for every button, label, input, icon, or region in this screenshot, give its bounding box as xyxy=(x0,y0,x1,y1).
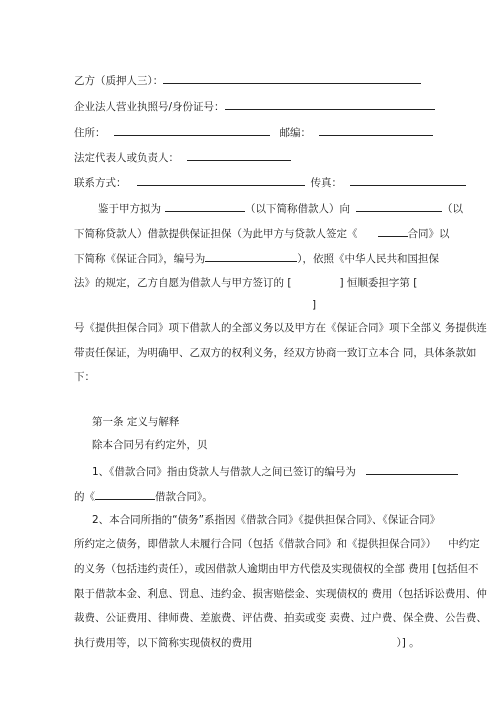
license-id-blank[interactable] xyxy=(225,98,435,110)
party-b-blank[interactable] xyxy=(163,72,421,84)
guarantee-no-blank[interactable] xyxy=(205,250,297,262)
postcode-blank[interactable] xyxy=(319,124,433,136)
loan-contract-name-blank[interactable] xyxy=(95,488,155,500)
guarantor-blank[interactable] xyxy=(165,200,245,212)
preamble-text: （以下简称借款人）向 xyxy=(245,203,350,215)
item-2-line-6 xyxy=(74,636,420,650)
item-2-line-1 xyxy=(92,513,440,527)
item-2-line-5 xyxy=(74,611,487,625)
legal-rep-blank[interactable] xyxy=(187,149,291,161)
license-id-label: 企业法人营业执照号/身份证号： xyxy=(74,101,225,113)
item-text: 借款合同》。 xyxy=(155,491,213,503)
preamble-text: 合同》以 xyxy=(407,228,450,240)
postcode-label: 邮编： xyxy=(279,127,311,139)
item-2-line-4 xyxy=(74,587,487,601)
item-text: 1、《借款合同》指由贷款人与借款人之间已签订的编号为 xyxy=(92,466,356,478)
preamble-text: 下简称《保证合同》，编号为 xyxy=(74,253,206,265)
item-text: 2、本合同所指的“债务”系指因《借款合同》《提供担保合同》、《保证合同》 xyxy=(92,514,441,526)
party-b-label: 乙方（质押人三）： xyxy=(74,75,164,87)
preamble-line-6 xyxy=(74,321,487,335)
legal-rep-label: 法定代表人或负责人： xyxy=(74,152,179,164)
contact-blank[interactable] xyxy=(137,174,305,186)
item-text: 执行费用等，以下简称实现债权的费用 xyxy=(74,637,253,649)
item-1-line-2 xyxy=(74,488,213,504)
item-text: 的义务（包括违约责任），或因借款人逾期由甲方代偿及实现债权的全部 费用 [包括但不 xyxy=(74,563,479,575)
preamble-line-8 xyxy=(74,370,95,384)
preamble-text: ] xyxy=(312,299,317,311)
preamble-line-4 xyxy=(74,276,417,290)
loan-contract-no-blank[interactable] xyxy=(366,463,458,475)
contract-name-blank[interactable] xyxy=(378,225,408,237)
article-1-title xyxy=(92,415,179,429)
address-label: 住所： xyxy=(74,127,106,139)
fax-blank[interactable] xyxy=(350,174,466,186)
item-text: 裁费、公证费用、律师费、差旅费、评估费、拍卖或变 卖费、过户费、保全费、公告费、 xyxy=(74,612,487,624)
item-text: 中约定 xyxy=(448,538,480,550)
license-id-row xyxy=(74,98,435,114)
preamble-text: 带责任保证，为明确甲、乙双方的权利义务，经双方协商一致订立本合 同，具体条款如 xyxy=(74,347,477,359)
item-text: 限于借款本金、利息、罚息、违约金、损害赔偿金、实现债权的 费用（包括诉讼费用、仲 xyxy=(74,588,487,600)
preamble-text: 下： xyxy=(74,371,95,383)
preamble-text: ] 恒顺委担字第 [ xyxy=(339,277,418,289)
item-1-line-1 xyxy=(92,463,458,479)
preamble-line-1 xyxy=(98,200,463,216)
item-2-line-2 xyxy=(74,537,480,551)
address-row xyxy=(74,124,433,140)
preamble-line-5 xyxy=(312,298,316,312)
item-text: 所约定之债务，即借款人未履行合同（包括《借款合同》和《提供担保合同》） xyxy=(74,538,437,550)
address-blank[interactable] xyxy=(114,124,270,136)
article-1-intro xyxy=(92,438,208,452)
article-title: 第一条 定义与解释 xyxy=(92,416,180,428)
preamble-text: ），依照《中华人民共和国担保 xyxy=(297,253,439,265)
fax-label: 传真： xyxy=(310,177,342,189)
contact-label: 联系方式： xyxy=(74,177,127,189)
item-text: 的《 xyxy=(74,491,95,503)
preamble-text: （以 xyxy=(442,203,463,215)
contact-row xyxy=(74,174,466,190)
preamble-text: 法》的规定，乙方自愿为借款人与甲方签订的 [ xyxy=(74,277,292,289)
preamble-line-3 xyxy=(74,250,439,266)
lender-blank[interactable] xyxy=(356,200,442,212)
legal-rep-row xyxy=(74,149,291,165)
preamble-text: 下简称贷款人）借款提供保证担保（为此甲方与贷款人签定《 xyxy=(74,228,358,240)
preamble-text: 号《提供担保合同》项下借款人的全部义务以及甲方在《保证合同》项下全部义 务提供连 xyxy=(74,322,487,334)
party-b-row xyxy=(74,72,421,88)
item-2-line-3 xyxy=(74,562,479,576)
preamble-text: 鉴于甲方拟为 xyxy=(98,203,161,215)
preamble-line-7 xyxy=(74,346,476,360)
item-text: ）] 。 xyxy=(396,637,420,649)
preamble-line-2 xyxy=(74,225,450,241)
article-intro: 除本合同另有约定外，贝 xyxy=(92,439,208,451)
